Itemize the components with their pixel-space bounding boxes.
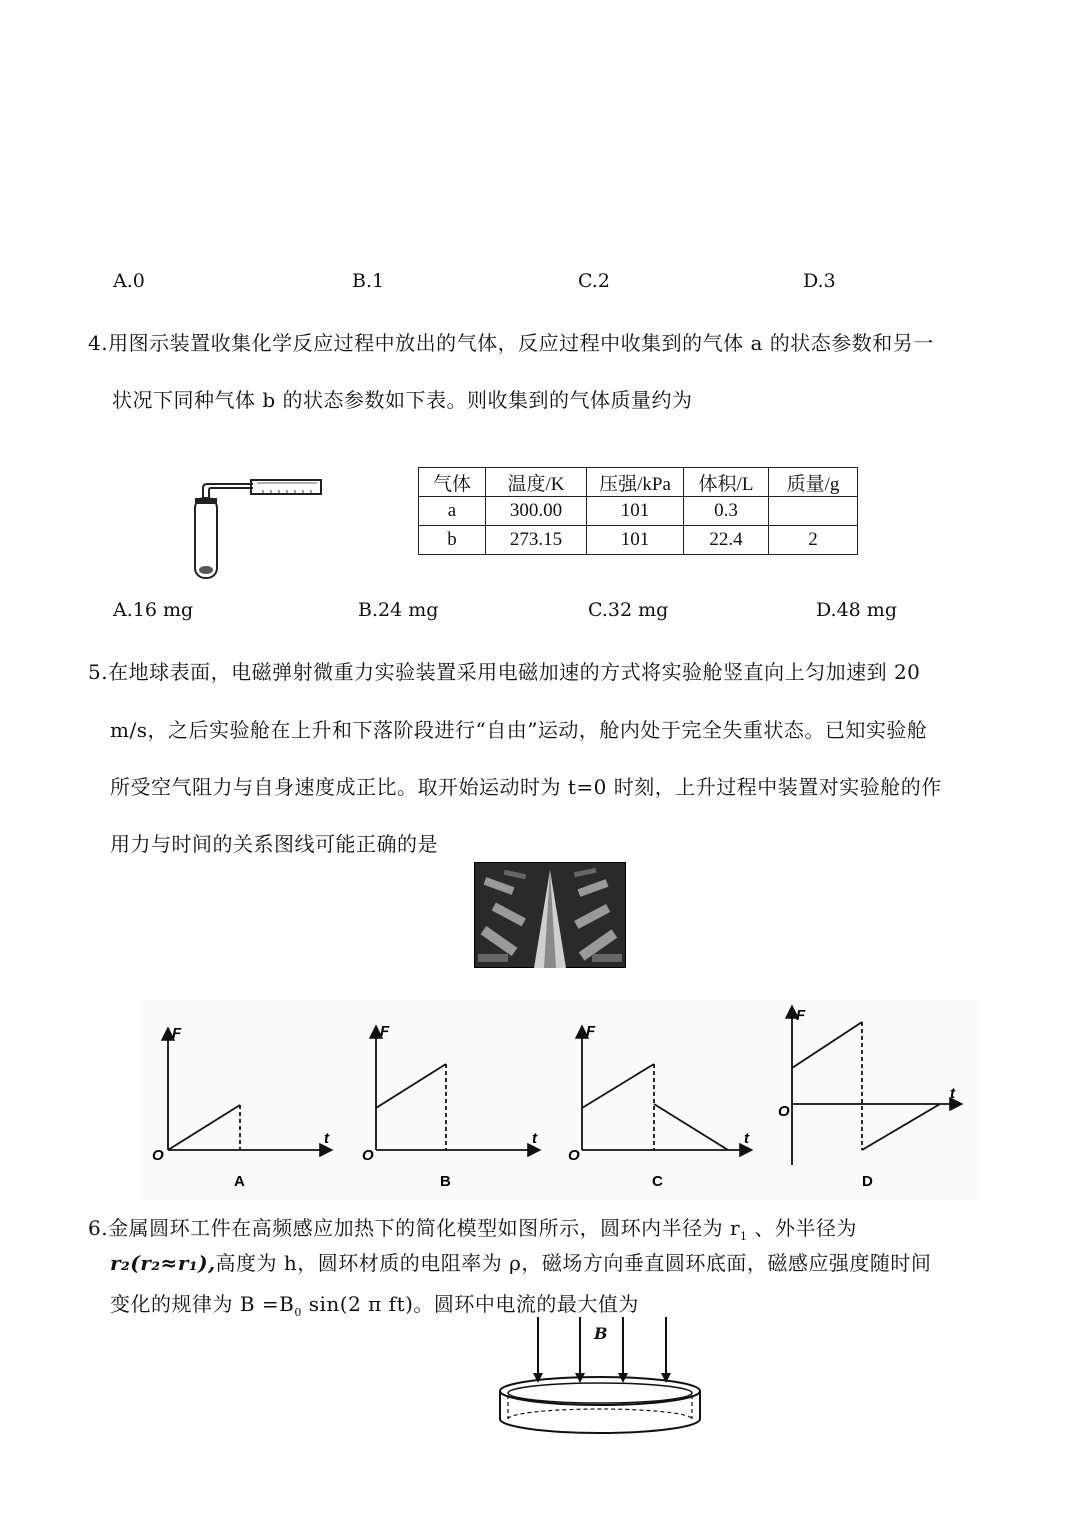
q4-option-c: C.32 mg (588, 599, 669, 621)
graph-c-label: C (652, 1173, 663, 1190)
table-header-cell: 压强/kPa (587, 468, 684, 497)
table-header-row (419, 468, 858, 497)
q5-stem-line1: 5.在地球表面，电磁弹射微重力实验装置采用电磁加速的方式将实验舱竖直向上匀加速到 20 (88, 660, 921, 684)
graph-a-y-label: F (172, 1025, 182, 1042)
q4-option-b: B.24 mg (358, 599, 439, 621)
table-cell: 2 (769, 526, 858, 555)
q6-stem-line3-tail: sin(2 π ft)。圆环中电流的最大值为 (301, 1292, 639, 1316)
graph-d-y-label: F (796, 1007, 806, 1024)
graph-c-y-label: F (586, 1023, 596, 1040)
q5-stem-line2: m/s，之后实验舱在上升和下落阶段进行“自由”运动，舱内处于完全失重状态。已知实验舱 (110, 718, 928, 742)
metal-ring-figure (490, 1315, 710, 1440)
graph-c-x-label: t (744, 1130, 749, 1147)
q6-b0-subscript: 0 (294, 1306, 302, 1319)
graph-d-origin: O (778, 1103, 790, 1120)
table-cell: 101 (587, 497, 684, 526)
q6-stem-line3-text: 变化的规律为 B =B (110, 1292, 295, 1316)
magnetic-field-label: B (594, 1324, 608, 1343)
graph-d-label: D (862, 1173, 873, 1190)
graph-b-y-label: F (380, 1023, 390, 1040)
q5-stem-line3: 所受空气阻力与自身速度成正比。取开始运动时为 t=0 时刻，上升过程中装置对实验舱的作 (110, 775, 942, 799)
table-header-cell: 温度/K (486, 468, 587, 497)
force-time-graphs (140, 1000, 980, 1200)
table-row (419, 497, 858, 526)
graph-b-label: B (440, 1173, 451, 1190)
gas-parameter-table (418, 467, 858, 555)
q3-option-b: B.1 (352, 270, 385, 292)
q6-r1-subscript: 1 (740, 1230, 748, 1243)
gas-collection-apparatus-figure (185, 470, 335, 585)
q6-stem-line1-tail: 、外半径为 (747, 1216, 857, 1240)
graph-d-x-label: t (950, 1085, 955, 1102)
q6-stem-line1-text: 6.金属圆环工件在高频感应加热下的简化模型如图所示，圆环内半径为 r (88, 1216, 740, 1240)
table-header-cell: 气体 (419, 468, 486, 497)
graph-b-origin: O (362, 1147, 374, 1164)
graph-a-x-label: t (324, 1130, 329, 1147)
table-header-cell: 体积/L (684, 468, 769, 497)
table-cell: 22.4 (684, 526, 769, 555)
graph-a-label: A (234, 1173, 245, 1190)
table-header-cell: 质量/g (769, 468, 858, 497)
q5-stem-line4: 用力与时间的关系图线可能正确的是 (110, 832, 438, 856)
launch-tower-photo (474, 862, 626, 968)
q4-option-d: D.48 mg (816, 599, 897, 621)
table-cell: 101 (587, 526, 684, 555)
q3-option-d: D.3 (803, 270, 836, 292)
q4-option-a: A.16 mg (113, 599, 194, 621)
q3-option-c: C.2 (578, 270, 610, 292)
table-cell (769, 497, 858, 526)
graph-a-origin: O (152, 1147, 164, 1164)
table-row (419, 526, 858, 555)
table-cell: 273.15 (486, 526, 587, 555)
graph-c-origin: O (568, 1147, 580, 1164)
q6-stem-line2-text: 高度为 h，圆环材质的电阻率为 ρ，磁场方向垂直圆环底面，磁感应强度随时间 (215, 1251, 932, 1275)
q6-stem-line1 (88, 1212, 857, 1243)
q4-stem-line2: 状况下同种气体 b 的状态参数如下表。则收集到的气体质量约为 (112, 388, 693, 412)
q4-stem-line1: 4.用图示装置收集化学反应过程中放出的气体，反应过程中收集到的气体 a 的状态参数和另一 (88, 331, 934, 355)
q6-stem-line2 (110, 1247, 931, 1276)
q3-option-a: A.0 (113, 270, 145, 292)
table-cell: b (419, 526, 486, 555)
graph-b-x-label: t (532, 1130, 537, 1147)
table-cell: 0.3 (684, 497, 769, 526)
table-cell: a (419, 497, 486, 526)
table-cell: 300.00 (486, 497, 587, 526)
q6-radius-formula: r₂(r₂≈r₁), (110, 1251, 216, 1275)
